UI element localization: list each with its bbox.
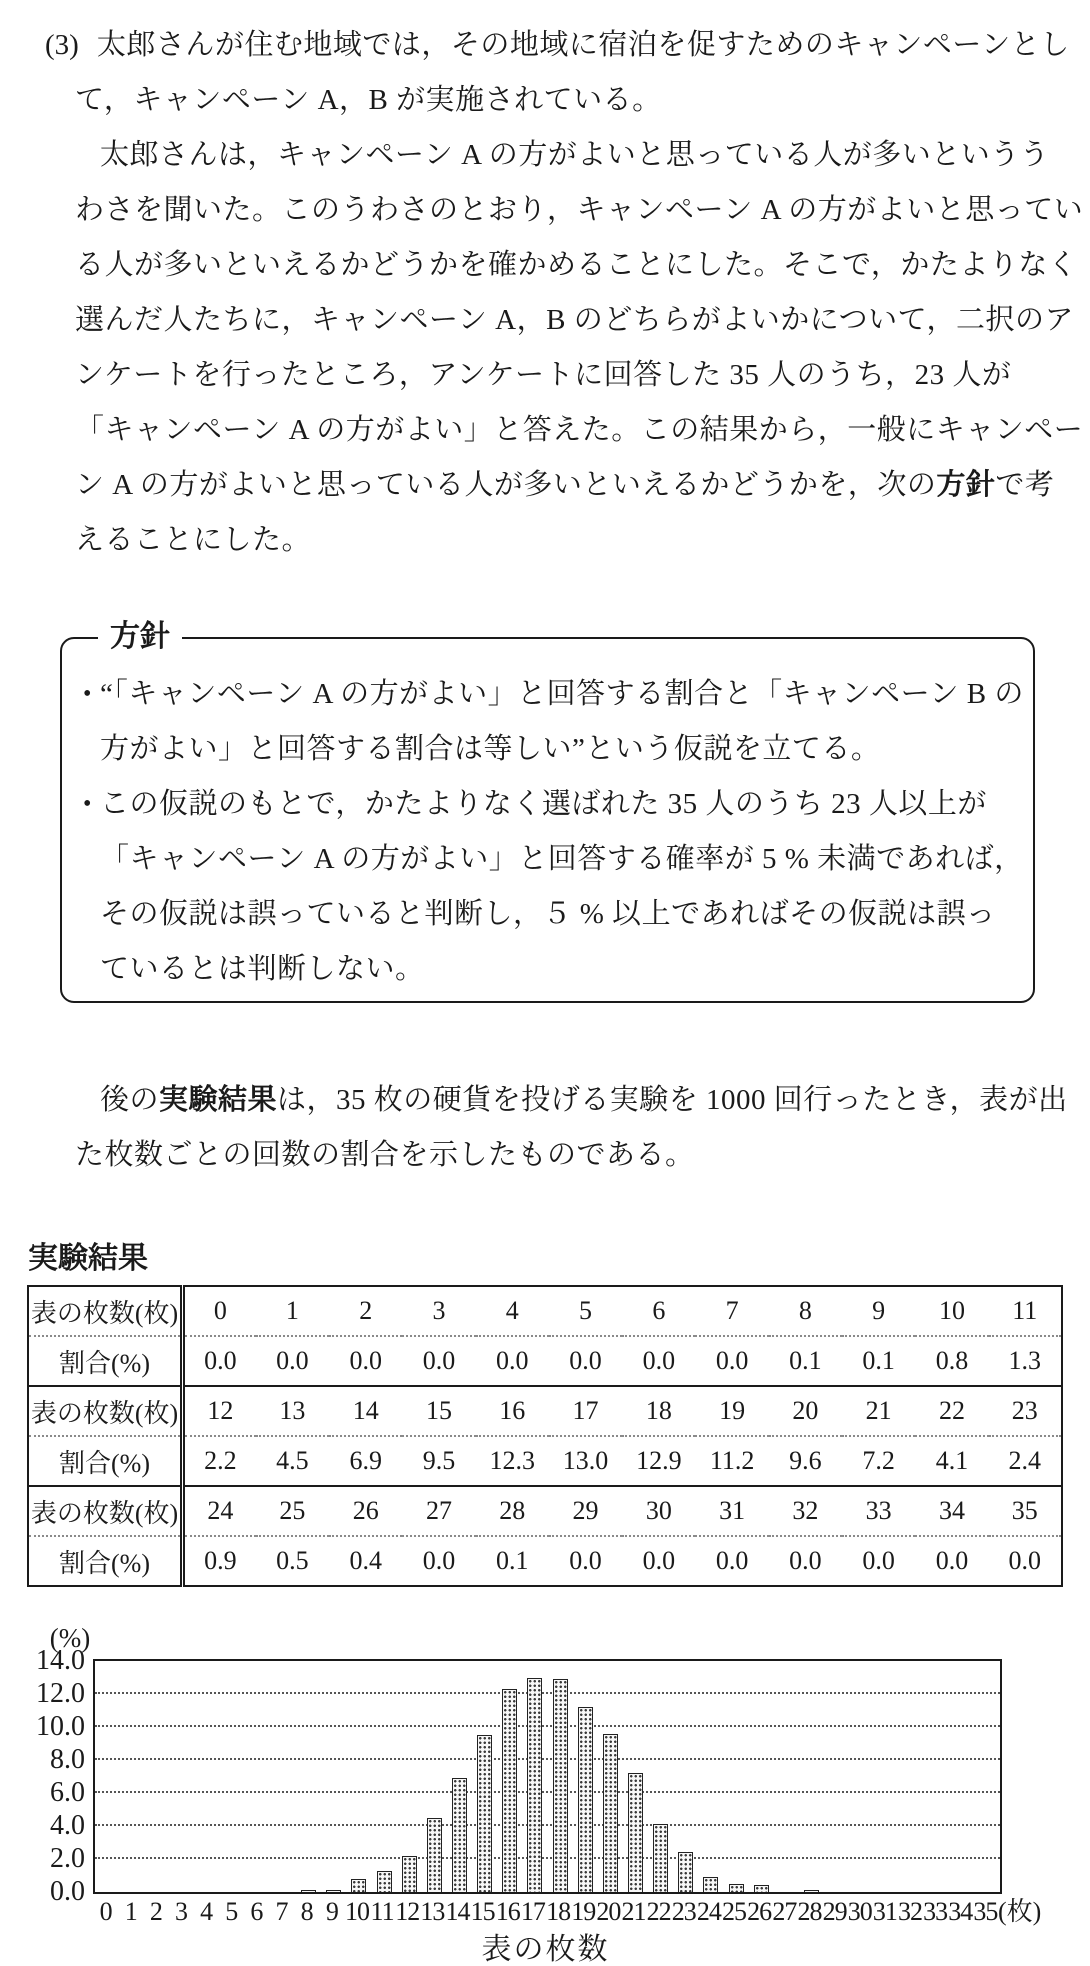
- count-cell: 32: [769, 1486, 842, 1536]
- y-tick-label: 0.0: [50, 1876, 85, 1907]
- x-tick-label: 15: [470, 1897, 495, 1926]
- gridline: [95, 1692, 1000, 1694]
- x-tick-label: 30: [847, 1897, 872, 1926]
- text-line: [75, 403, 1090, 458]
- intro-paragraph: [0, 0, 1090, 568]
- x-tick-label: 23: [671, 1897, 696, 1926]
- count-cell: 20: [769, 1386, 842, 1436]
- row-header-ratio: 割合(%): [28, 1436, 183, 1486]
- ratio-cell: 1.3: [989, 1336, 1062, 1386]
- bold-emphasis: 方針: [936, 469, 996, 501]
- count-cell: 8: [769, 1286, 842, 1336]
- x-axis-unit-label: (枚): [998, 1897, 1042, 1926]
- text-run: で考: [995, 469, 1055, 501]
- gridline: [95, 1758, 1000, 1760]
- x-tick-label: 19: [571, 1897, 596, 1926]
- text-line: [75, 183, 1090, 238]
- ratio-cell: 0.0: [695, 1336, 768, 1386]
- ratio-cell: 11.2: [695, 1436, 768, 1486]
- x-tick-label: 6: [250, 1897, 263, 1926]
- table-row-ratios: [28, 1536, 1062, 1586]
- text-run: 太郎さんは，キャンペーン A の方がよいと思っている人が多いというう: [100, 139, 1050, 171]
- bar-13: [427, 1818, 442, 1892]
- policy-text-line: [100, 722, 1013, 777]
- y-tick-label: 8.0: [50, 1744, 85, 1775]
- ratio-cell: 0.5: [276, 1546, 309, 1575]
- gridline: [95, 1824, 1000, 1826]
- bar-22: [653, 1824, 668, 1892]
- text-run: て，キャンペーン A，B が実施されている。: [75, 84, 662, 116]
- x-tick-label: 21: [621, 1897, 646, 1926]
- policy-text-line: [100, 832, 1024, 887]
- ratio-cell: 0.0: [935, 1546, 969, 1575]
- gridline: [95, 1725, 1000, 1727]
- count-cell: 27: [402, 1486, 475, 1536]
- ratio-cell: 6.9: [329, 1436, 402, 1486]
- table-row-counts: [28, 1286, 1062, 1336]
- ratio-cell: 12.9: [622, 1436, 695, 1486]
- y-tick-label: 10.0: [36, 1711, 85, 1742]
- x-tick-label: 25: [722, 1897, 747, 1926]
- ratio-cell: 0.0: [569, 1546, 602, 1575]
- count-cell: 24: [183, 1486, 256, 1536]
- text-run: 「キャンペーン A の方がよい」と答えた。この結果から，一般にキャンペー: [75, 414, 1084, 446]
- count-cell: 6: [622, 1286, 695, 1336]
- count-cell: 34: [915, 1486, 988, 1536]
- count-cell: 5: [549, 1286, 622, 1336]
- text-run: ン A の方がよいと思っている人が多いといえるかどうかを，次の: [75, 469, 937, 501]
- x-tick-label: 11: [370, 1897, 394, 1926]
- ratio-cell: 0.0: [789, 1546, 822, 1575]
- ratio-cell: 13.0: [549, 1436, 622, 1486]
- count-cell: 16: [476, 1386, 549, 1436]
- policy-text-line: [100, 942, 1013, 997]
- count-cell: 29: [549, 1486, 622, 1536]
- text-line: [100, 128, 1090, 183]
- y-axis-unit-label: (%): [49, 1623, 91, 1653]
- gridline: [95, 1857, 1000, 1859]
- experiment-intro-paragraph: [0, 1073, 1090, 1183]
- bar-10: [351, 1879, 366, 1892]
- ratio-cell: 0.0: [862, 1546, 895, 1575]
- row-header-ratio: 割合(%): [28, 1336, 183, 1386]
- text-run: る人が多いといえるかどうかを確かめることにした。そこで，かたよりなく: [75, 249, 1078, 281]
- bar-19: [578, 1707, 593, 1892]
- bar-12: [402, 1856, 417, 1892]
- ratio-cell: 0.1: [842, 1336, 915, 1386]
- ratio-cell: 12.3: [476, 1436, 549, 1486]
- item-number: (3): [45, 29, 79, 61]
- bar-9: [326, 1890, 341, 1892]
- ratio-cell: 0.0: [329, 1336, 402, 1386]
- bar-8: [301, 1890, 316, 1892]
- text-run: 選んだ人たちに，キャンペーン A，B のどちらがよいかについて，二択のア: [75, 304, 1075, 336]
- bullet-icon: •: [83, 791, 92, 817]
- policy-text-line: [100, 887, 1013, 942]
- policy-box-title: 方針: [98, 617, 182, 657]
- count-cell: 11: [989, 1286, 1062, 1336]
- count-cell: 2: [329, 1286, 402, 1336]
- x-tick-label: 0: [99, 1897, 112, 1926]
- bar-24: [703, 1877, 718, 1892]
- count-cell: 18: [622, 1386, 695, 1436]
- x-tick-label: 26: [747, 1897, 772, 1926]
- count-cell: 15: [402, 1386, 475, 1436]
- x-tick-label: 18: [546, 1897, 571, 1926]
- count-cell: 0: [183, 1286, 256, 1336]
- row-header-counts: 表の枚数(枚): [28, 1386, 183, 1436]
- ratio-cell: 9.6: [769, 1436, 842, 1486]
- x-tick-label: 9: [325, 1897, 338, 1926]
- bar-chart: [0, 1623, 1090, 1966]
- x-tick-label: 5: [225, 1897, 238, 1926]
- bar-14: [452, 1778, 467, 1892]
- text-line: [75, 293, 1090, 348]
- count-cell: 10: [915, 1286, 988, 1336]
- x-tick-label: 35: [973, 1897, 998, 1926]
- text-run: 後の: [100, 1084, 160, 1116]
- x-tick-label: 20: [596, 1897, 621, 1926]
- text-run: この仮説のもとで，かたよりなく選ばれた 35 人のうち 23 人以上が: [100, 788, 987, 820]
- count-cell: 14: [329, 1386, 402, 1436]
- y-tick-label: 12.0: [36, 1678, 85, 1709]
- table-row-ratios: [28, 1436, 1062, 1486]
- policy-text-line: [83, 667, 1024, 722]
- x-tick-label: 2: [149, 1897, 162, 1926]
- text-line: [75, 1128, 1090, 1183]
- ratio-cell: 0.0: [622, 1336, 695, 1386]
- text-run: た枚数ごとの回数の割合を示したものである。: [75, 1139, 695, 1171]
- row-header-counts: 表の枚数(枚): [28, 1486, 183, 1536]
- chart-plot-area: [36, 1623, 1002, 1907]
- text-run: その仮説は誤っていると判断し，５ % 以上であればその仮説は誤っ: [100, 898, 996, 930]
- count-cell: 4: [476, 1286, 549, 1336]
- count-cell: 17: [549, 1386, 622, 1436]
- text-run: ているとは判断しない。: [100, 953, 425, 985]
- text-run: は，35 枚の硬貨を投げる実験を 1000 回行ったとき，表が出: [277, 1084, 1068, 1116]
- ratio-cell: 0.0: [422, 1546, 456, 1575]
- text-run: えることにした。: [75, 524, 312, 556]
- ratio-cell: 0.0: [183, 1336, 256, 1386]
- text-line: [75, 73, 1090, 128]
- table-row-counts: [28, 1486, 1062, 1536]
- ratio-cell: 0.0: [715, 1546, 749, 1575]
- text-line: [100, 1073, 1090, 1128]
- ratio-cell: 4.5: [256, 1436, 329, 1486]
- x-tick-label: 31: [872, 1897, 897, 1926]
- count-cell: 3: [402, 1286, 475, 1336]
- ratio-cell: 0.4: [349, 1546, 382, 1575]
- x-tick-label: 24: [696, 1897, 721, 1926]
- ratio-cell: 0.0: [642, 1546, 676, 1575]
- bullet-icon: •: [83, 681, 92, 707]
- count-cell: 30: [622, 1486, 695, 1536]
- x-tick-label: 16: [495, 1897, 520, 1926]
- count-cell: 31: [695, 1486, 768, 1536]
- bar-16: [502, 1689, 517, 1892]
- x-tick-label: 8: [300, 1897, 313, 1926]
- ratio-cell: 9.5: [402, 1436, 475, 1486]
- ratio-cell: 0.0: [402, 1336, 475, 1386]
- row-header-ratio: 割合(%): [28, 1536, 183, 1586]
- text-run: “「キャンペーン A の方がよい」と回答する割合と「キャンペーン B の: [100, 678, 1024, 710]
- x-tick-label: 22: [646, 1897, 671, 1926]
- ratio-cell: 0.9: [204, 1546, 237, 1575]
- bar-15: [477, 1735, 492, 1892]
- count-cell: 23: [989, 1386, 1062, 1436]
- count-cell: 33: [842, 1486, 915, 1536]
- count-cell: 28: [476, 1486, 549, 1536]
- count-cell: 13: [256, 1386, 329, 1436]
- text-run: 太郎さんが住む地域では，その地域に宿泊を促すためのキャンペーンとし: [96, 29, 1070, 61]
- text-line: [45, 18, 1090, 73]
- text-run: ンケートを行ったところ，アンケートに回答した 35 人のうち，23 人が: [75, 359, 1012, 391]
- x-axis-title: 表の枚数: [481, 1933, 610, 1966]
- x-tick-label: 3: [174, 1897, 187, 1926]
- row-header-counts: 表の枚数(枚): [28, 1286, 183, 1336]
- results-table: [27, 1285, 1063, 1587]
- x-tick-label: 14: [445, 1897, 470, 1926]
- count-cell: 22: [915, 1386, 988, 1436]
- y-tick-label: 2.0: [50, 1843, 85, 1874]
- x-tick-label: 10: [344, 1897, 369, 1926]
- x-tick-label: 12: [395, 1897, 420, 1926]
- count-cell: 19: [695, 1386, 768, 1436]
- text-line: [75, 458, 1090, 513]
- gridline: [95, 1791, 1000, 1793]
- text-run: 方がよい」と回答する割合は等しい”という仮説を立てる。: [100, 733, 881, 765]
- count-cell: 12: [183, 1386, 256, 1436]
- ratio-cell: 0.0: [1008, 1546, 1042, 1575]
- text-run: わさを聞いた。このうわさのとおり，キャンペーン A の方がよいと思ってい: [75, 194, 1084, 226]
- text-run: 「キャンペーン A の方がよい」と回答する確率が 5 % 未満であれば，: [100, 843, 1024, 875]
- bar-21: [628, 1773, 643, 1892]
- x-tick-label: 28: [797, 1897, 822, 1926]
- bar-17: [527, 1678, 542, 1893]
- policy-box-body: [83, 667, 1024, 997]
- bar-23: [678, 1852, 693, 1892]
- x-tick-label: 17: [520, 1897, 545, 1926]
- count-cell: 26: [329, 1486, 402, 1536]
- ratio-cell: 4.1: [915, 1436, 988, 1486]
- ratio-cell: 0.0: [476, 1336, 549, 1386]
- policy-text-line: [83, 777, 1013, 832]
- bold-emphasis: 実験結果: [159, 1084, 278, 1116]
- x-tick-label: 1: [124, 1897, 137, 1926]
- x-tick-label: 29: [822, 1897, 847, 1926]
- text-line: [75, 238, 1090, 293]
- count-cell: 35: [989, 1486, 1062, 1536]
- bar-20: [603, 1734, 618, 1892]
- count-cell: 1: [256, 1286, 329, 1336]
- y-tick-label: 6.0: [50, 1777, 85, 1808]
- count-cell: 25: [256, 1486, 329, 1536]
- ratio-cell: 2.2: [183, 1436, 256, 1486]
- count-cell: 7: [695, 1286, 768, 1336]
- x-tick-label: 13: [420, 1897, 445, 1926]
- x-tick-label: 32: [898, 1897, 922, 1926]
- ratio-cell: 0.8: [915, 1336, 988, 1386]
- ratio-cell: 0.0: [549, 1336, 622, 1386]
- ratio-cell: 2.4: [989, 1436, 1062, 1486]
- ratio-cell: 0.1: [769, 1336, 842, 1386]
- x-tick-label: 7: [275, 1897, 288, 1926]
- ratio-cell: 0.0: [256, 1336, 329, 1386]
- x-axis-tick-labels: [93, 1896, 1042, 1928]
- results-table-heading: 実験結果: [28, 1242, 148, 1275]
- policy-box: [60, 620, 1035, 1003]
- bar-18: [553, 1679, 568, 1892]
- bar-25: [729, 1884, 744, 1892]
- text-line: [75, 513, 1090, 568]
- ratio-cell: 7.2: [842, 1436, 915, 1486]
- count-cell: 21: [842, 1386, 915, 1436]
- x-tick-label: 33: [923, 1897, 948, 1926]
- x-tick-label: 34: [948, 1897, 973, 1926]
- y-tick-label: 14.0: [36, 1645, 85, 1676]
- bar-11: [377, 1871, 392, 1892]
- bar-28: [804, 1890, 819, 1892]
- text-line: [75, 348, 1090, 403]
- count-cell: 9: [842, 1286, 915, 1336]
- x-tick-label: 4: [200, 1897, 213, 1926]
- x-tick-label: 27: [772, 1897, 797, 1926]
- table-row-counts: [28, 1386, 1062, 1436]
- table-row-ratios: [28, 1336, 1062, 1386]
- y-tick-label: 4.0: [50, 1810, 85, 1841]
- bar-26: [754, 1885, 769, 1892]
- ratio-cell: 0.1: [496, 1546, 529, 1575]
